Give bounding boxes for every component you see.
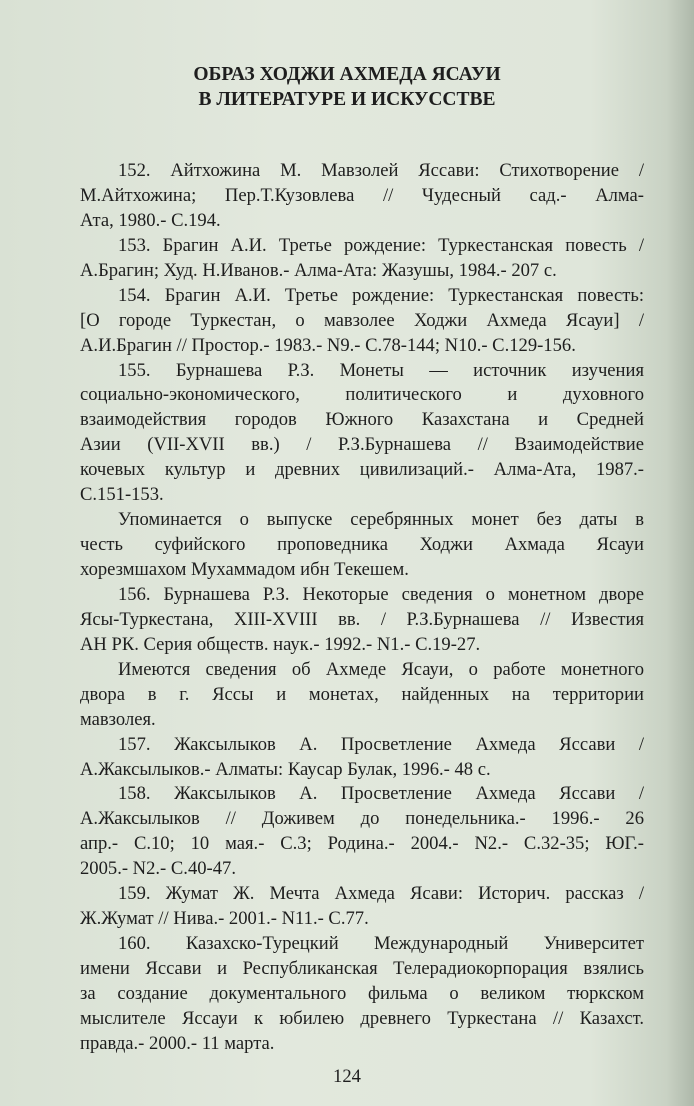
text-line: 154. Брагин А.И. Третье рождение: Туркестанская повесть:: [118, 284, 644, 306]
text-line: 159. Жумат Ж. Мечта Ахмеда Ясави: Историч. рассказ /: [118, 883, 644, 905]
entry-annotation: [80, 658, 644, 733]
text-line: С.151-153.: [80, 484, 164, 506]
text-line: [О городе Туркестан, о мавзолее Ходжи Ахмеда Ясауи] /: [80, 309, 644, 331]
bibliography-entry: [80, 359, 644, 509]
bibliography-entry: [80, 932, 644, 1057]
text-line: А.Жаксылыков.- Алматы: Каусар Булак, 1996.- 48 с.: [80, 758, 491, 780]
text-line: кочевых культур и древних цивилизаций.- Алма-Ата, 1987.-: [80, 459, 644, 481]
text-line: 157. Жаксылыков А. Просветление Ахмеда Яссави /: [118, 733, 644, 755]
text-line: мавзолея.: [80, 708, 156, 730]
entry-annotation: [80, 508, 644, 583]
text-line: двора в г. Яссы и монетах, найденных на территории: [80, 683, 644, 705]
text-line: за создание документального фильма о великом тюркском: [80, 982, 644, 1004]
text-line: Упоминается о выпуске серебрянных монет без даты в: [118, 509, 644, 531]
text-line: 160. Казахско-Турецкий Международный Университет: [118, 933, 644, 955]
section-title-line-1: ОБРАЗ ХОДЖИ АХМЕДА ЯСАУИ: [193, 64, 501, 85]
text-line: М.Айтхожина; Пер.Т.Кузовлева // Чудесный сад.- Алма-: [80, 184, 644, 206]
text-line: Ата, 1980.- С.194.: [80, 209, 221, 231]
bibliography-entry: [80, 782, 644, 882]
bibliography-entry: [80, 159, 644, 234]
text-line: имени Яссави и Республиканская Телерадиокорпорация взялись: [80, 958, 644, 979]
text-line: 158. Жаксылыков А. Просветление Ахмеда Яссави /: [118, 783, 644, 805]
text-line: социально-экономического, политического и духовного: [80, 384, 644, 406]
text-line: 156. Бурнашева Р.З. Некоторые сведения о монетном дворе: [118, 583, 644, 605]
text-line: апр.- С.10; 10 мая.- С.3; Родина.- 2004.- N2.- С.32-35; ЮГ.-: [80, 833, 644, 855]
section-title: [0, 62, 694, 112]
text-line: 152. Айтхожина М. Мавзолей Яссави: Стихотворение /: [118, 160, 644, 181]
bibliography-entry: [80, 583, 644, 658]
text-line: 153. Брагин А.И. Третье рождение: Туркестанская повесть /: [118, 234, 644, 256]
text-line: взаимодействия городов Южного Казахстана и Средней: [80, 409, 644, 431]
text-line: Ж.Жумат // Нива.- 2001.- N11.- С.77.: [80, 908, 369, 930]
bibliography-entry: [80, 284, 644, 359]
text-line: 155. Бурнашева Р.З. Монеты — источник изучения: [118, 359, 644, 381]
text-line: Имеются сведения об Ахмеде Ясауи, о работе монетного: [118, 658, 644, 680]
bibliography-entry: [80, 733, 644, 783]
text-line: правда.- 2000.- 11 марта.: [80, 1032, 275, 1054]
text-line: А.Брагин; Худ. Н.Иванов.- Алма-Ата: Жазушы, 1984.- 207 с.: [80, 259, 557, 281]
text-line: Ясы-Туркестана, XIII-XVIII вв. / Р.З.Бурнашева // Известия: [80, 608, 644, 630]
text-line: А.Жаксылыков // Доживем до понедельника.- 1996.- 26: [80, 808, 644, 830]
bibliography-list: [80, 159, 644, 1057]
text-line: хорезмшахом Мухаммадом ибн Текешем.: [80, 559, 409, 580]
text-line: мыслителе Яссауи к юбилею древнего Туркестана // Казахст.: [80, 1007, 644, 1029]
text-line: Азии (VII-XVII вв.) / Р.З.Бурнашева // Взаимодействие: [80, 434, 644, 456]
section-title-line-2: В ЛИТЕРАТУРЕ И ИСКУССТВЕ: [198, 89, 496, 110]
page-number: 124: [333, 1066, 361, 1087]
text-line: 2005.- N2.- С.40-47.: [80, 858, 236, 880]
text-line: АН РК. Серия обществ. наук.- 1992.- N1.- С.19-27.: [80, 633, 481, 655]
bibliography-entry: [80, 882, 644, 932]
text-line: А.И.Брагин // Простор.- 1983.- N9.- С.78-144; N10.- С.129-156.: [80, 334, 576, 356]
bibliography-entry: [80, 234, 644, 284]
text-line: честь суфийского проповедника Ходжи Ахмада Ясауи: [80, 534, 644, 556]
